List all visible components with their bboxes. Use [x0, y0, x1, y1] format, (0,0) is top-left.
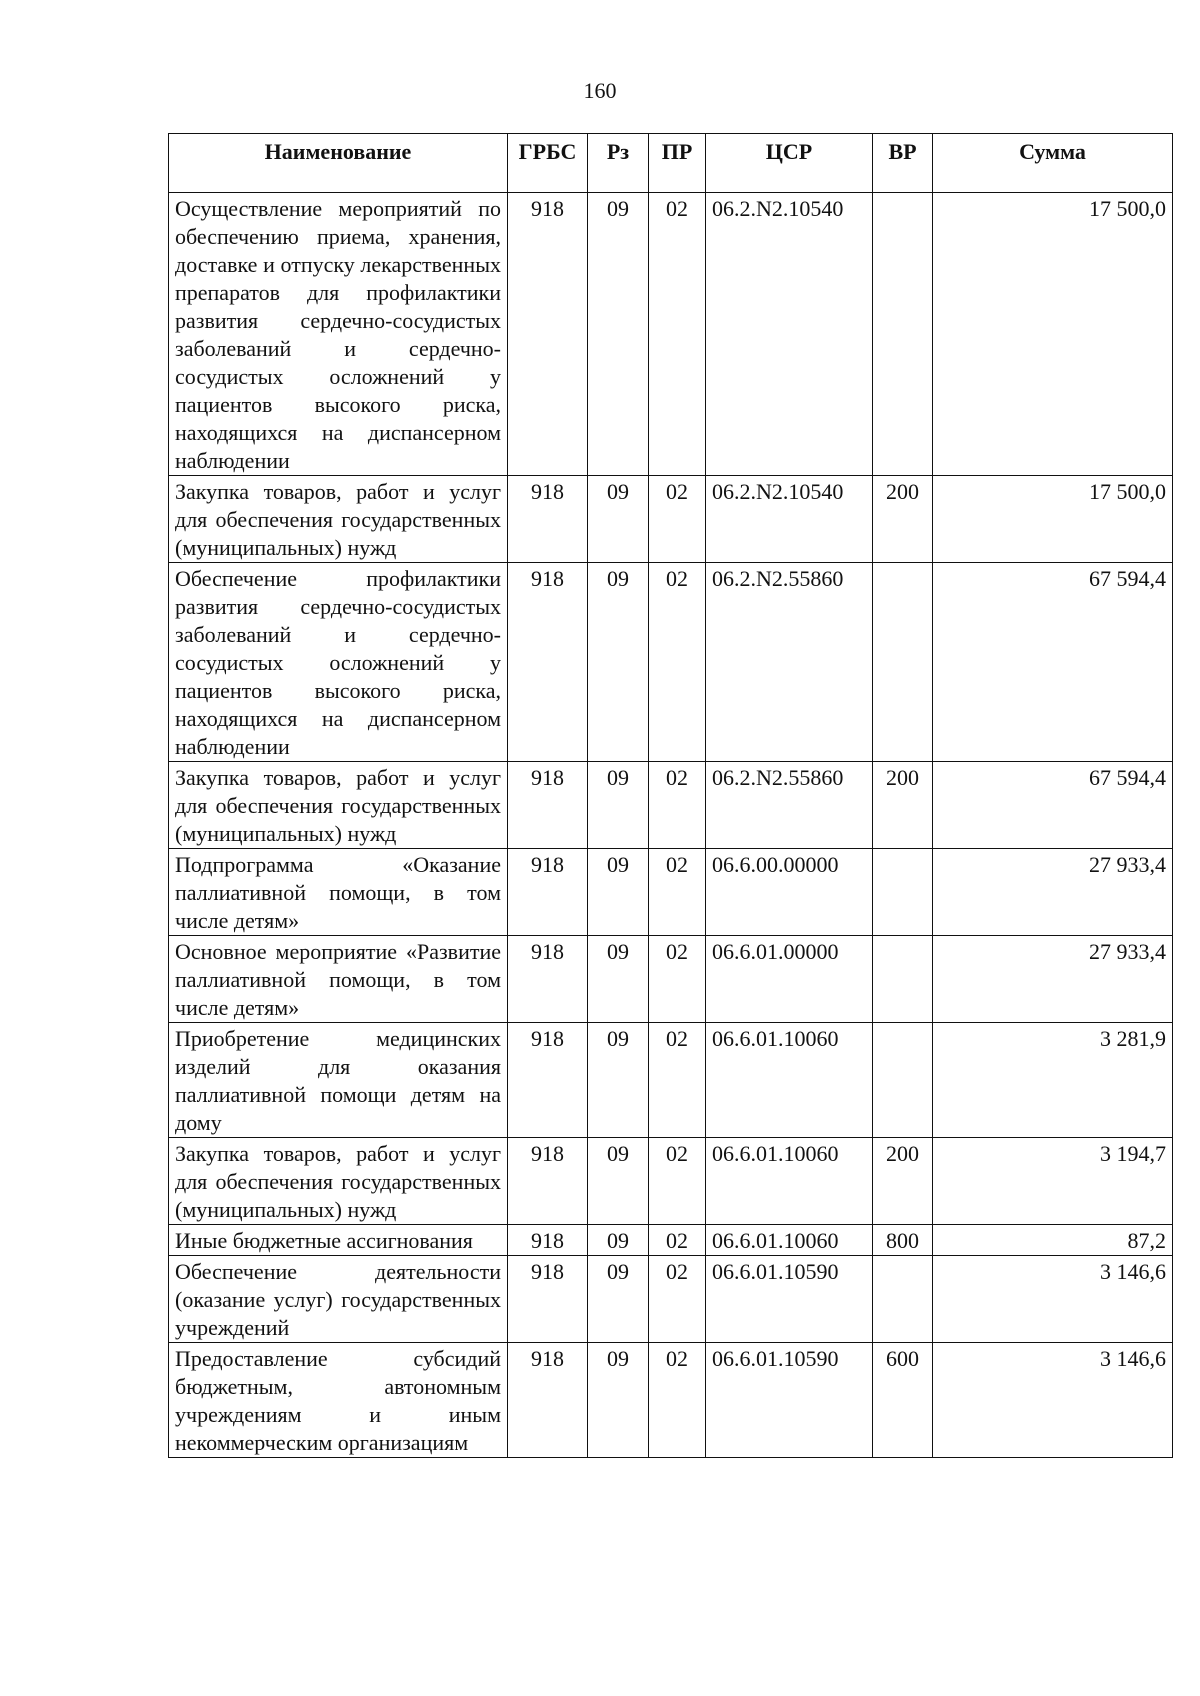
- page-number: 160: [583, 78, 617, 103]
- cell-pr: 02: [649, 476, 706, 563]
- cell-sum: 3 194,7: [933, 1138, 1173, 1225]
- table-row: [169, 1343, 1173, 1458]
- cell-grbs: 918: [508, 1138, 588, 1225]
- cell-name: Подпрограмма «Оказание паллиативной помощи, в том числе детям»: [169, 849, 508, 936]
- cell-rz: 09: [588, 849, 649, 936]
- table-row: [169, 193, 1173, 476]
- cell-sum: 3 146,6: [933, 1343, 1173, 1458]
- cell-grbs: 918: [508, 476, 588, 563]
- table-row: [169, 849, 1173, 936]
- cell-vr: [873, 1023, 933, 1138]
- header-rz: Рз: [588, 134, 649, 193]
- cell-pr: 02: [649, 1023, 706, 1138]
- table-row: [169, 762, 1173, 849]
- cell-vr: [873, 563, 933, 762]
- cell-name: Приобретение медицинских изделий для оказания паллиативной помощи детям на дому: [169, 1023, 508, 1138]
- cell-rz: 09: [588, 1225, 649, 1256]
- cell-grbs: 918: [508, 1343, 588, 1458]
- cell-sum: 3 281,9: [933, 1023, 1173, 1138]
- cell-sum: 27 933,4: [933, 936, 1173, 1023]
- cell-rz: 09: [588, 476, 649, 563]
- cell-name: Иные бюджетные ассигнования: [169, 1225, 508, 1256]
- table-row: [169, 1225, 1173, 1256]
- cell-grbs: 918: [508, 1225, 588, 1256]
- table-row: [169, 936, 1173, 1023]
- cell-name: Закупка товаров, работ и услуг для обеспечения государственных (муниципальных) нужд: [169, 762, 508, 849]
- cell-pr: 02: [649, 1256, 706, 1343]
- cell-name: Осуществление мероприятий по обеспечению приема, хранения, доставке и отпуску лекарственных препаратов для профилактики развития сердечно-сосудистых заболеваний и сердечно-сосудистых осложнений у пациентов высокого риска, находящихся на диспансерном наблюдении: [169, 193, 508, 476]
- table-row: [169, 1256, 1173, 1343]
- cell-sum: 17 500,0: [933, 193, 1173, 476]
- cell-grbs: 918: [508, 1256, 588, 1343]
- cell-pr: 02: [649, 849, 706, 936]
- cell-sum: 27 933,4: [933, 849, 1173, 936]
- cell-csr: 06.2.N2.10540: [706, 476, 873, 563]
- cell-csr: 06.6.01.10060: [706, 1225, 873, 1256]
- cell-vr: 800: [873, 1225, 933, 1256]
- cell-grbs: 918: [508, 762, 588, 849]
- table-row: [169, 563, 1173, 762]
- cell-rz: 09: [588, 1343, 649, 1458]
- header-grbs: ГРБС: [508, 134, 588, 193]
- table-row: [169, 1138, 1173, 1225]
- cell-csr: 06.6.01.10590: [706, 1343, 873, 1458]
- header-sum: Сумма: [933, 134, 1173, 193]
- cell-rz: 09: [588, 1256, 649, 1343]
- cell-pr: 02: [649, 563, 706, 762]
- cell-vr: [873, 193, 933, 476]
- cell-grbs: 918: [508, 193, 588, 476]
- cell-csr: 06.6.01.10590: [706, 1256, 873, 1343]
- cell-rz: 09: [588, 193, 649, 476]
- cell-pr: 02: [649, 1343, 706, 1458]
- cell-pr: 02: [649, 936, 706, 1023]
- cell-csr: 06.6.01.10060: [706, 1138, 873, 1225]
- cell-grbs: 918: [508, 936, 588, 1023]
- header-vr: ВР: [873, 134, 933, 193]
- cell-sum: 67 594,4: [933, 762, 1173, 849]
- table-header-row: [169, 134, 1173, 193]
- cell-name: Обеспечение профилактики развития сердечно-сосудистых заболеваний и сердечно-сосудистых осложнений у пациентов высокого риска, находящихся на диспансерном наблюдении: [169, 563, 508, 762]
- header-name: Наименование: [169, 134, 508, 193]
- cell-name: Закупка товаров, работ и услуг для обеспечения государственных (муниципальных) нужд: [169, 1138, 508, 1225]
- cell-vr: 600: [873, 1343, 933, 1458]
- cell-csr: 06.2.N2.55860: [706, 563, 873, 762]
- cell-pr: 02: [649, 1138, 706, 1225]
- cell-sum: 3 146,6: [933, 1256, 1173, 1343]
- cell-rz: 09: [588, 1023, 649, 1138]
- cell-pr: 02: [649, 762, 706, 849]
- cell-pr: 02: [649, 1225, 706, 1256]
- cell-name: Основное мероприятие «Развитие паллиативной помощи, в том числе детям»: [169, 936, 508, 1023]
- cell-pr: 02: [649, 193, 706, 476]
- cell-vr: 200: [873, 1138, 933, 1225]
- header-csr: ЦСР: [706, 134, 873, 193]
- cell-vr: [873, 936, 933, 1023]
- cell-name: Закупка товаров, работ и услуг для обеспечения государственных (муниципальных) нужд: [169, 476, 508, 563]
- cell-rz: 09: [588, 762, 649, 849]
- cell-grbs: 918: [508, 849, 588, 936]
- table-row: [169, 476, 1173, 563]
- cell-sum: 17 500,0: [933, 476, 1173, 563]
- cell-vr: [873, 849, 933, 936]
- cell-vr: 200: [873, 476, 933, 563]
- cell-csr: 06.6.00.00000: [706, 849, 873, 936]
- cell-rz: 09: [588, 563, 649, 762]
- cell-rz: 09: [588, 936, 649, 1023]
- cell-name: Обеспечение деятельности (оказание услуг) государственных учреждений: [169, 1256, 508, 1343]
- budget-table: [168, 133, 1173, 1458]
- cell-grbs: 918: [508, 1023, 588, 1138]
- cell-grbs: 918: [508, 563, 588, 762]
- cell-vr: 200: [873, 762, 933, 849]
- cell-name: Предоставление субсидий бюджетным, автономным учреждениям и иным некоммерческим организациям: [169, 1343, 508, 1458]
- cell-sum: 67 594,4: [933, 563, 1173, 762]
- table-row: [169, 1023, 1173, 1138]
- cell-csr: 06.2.N2.10540: [706, 193, 873, 476]
- cell-rz: 09: [588, 1138, 649, 1225]
- cell-vr: [873, 1256, 933, 1343]
- cell-csr: 06.6.01.10060: [706, 1023, 873, 1138]
- cell-csr: 06.2.N2.55860: [706, 762, 873, 849]
- cell-csr: 06.6.01.00000: [706, 936, 873, 1023]
- cell-sum: 87,2: [933, 1225, 1173, 1256]
- header-pr: ПР: [649, 134, 706, 193]
